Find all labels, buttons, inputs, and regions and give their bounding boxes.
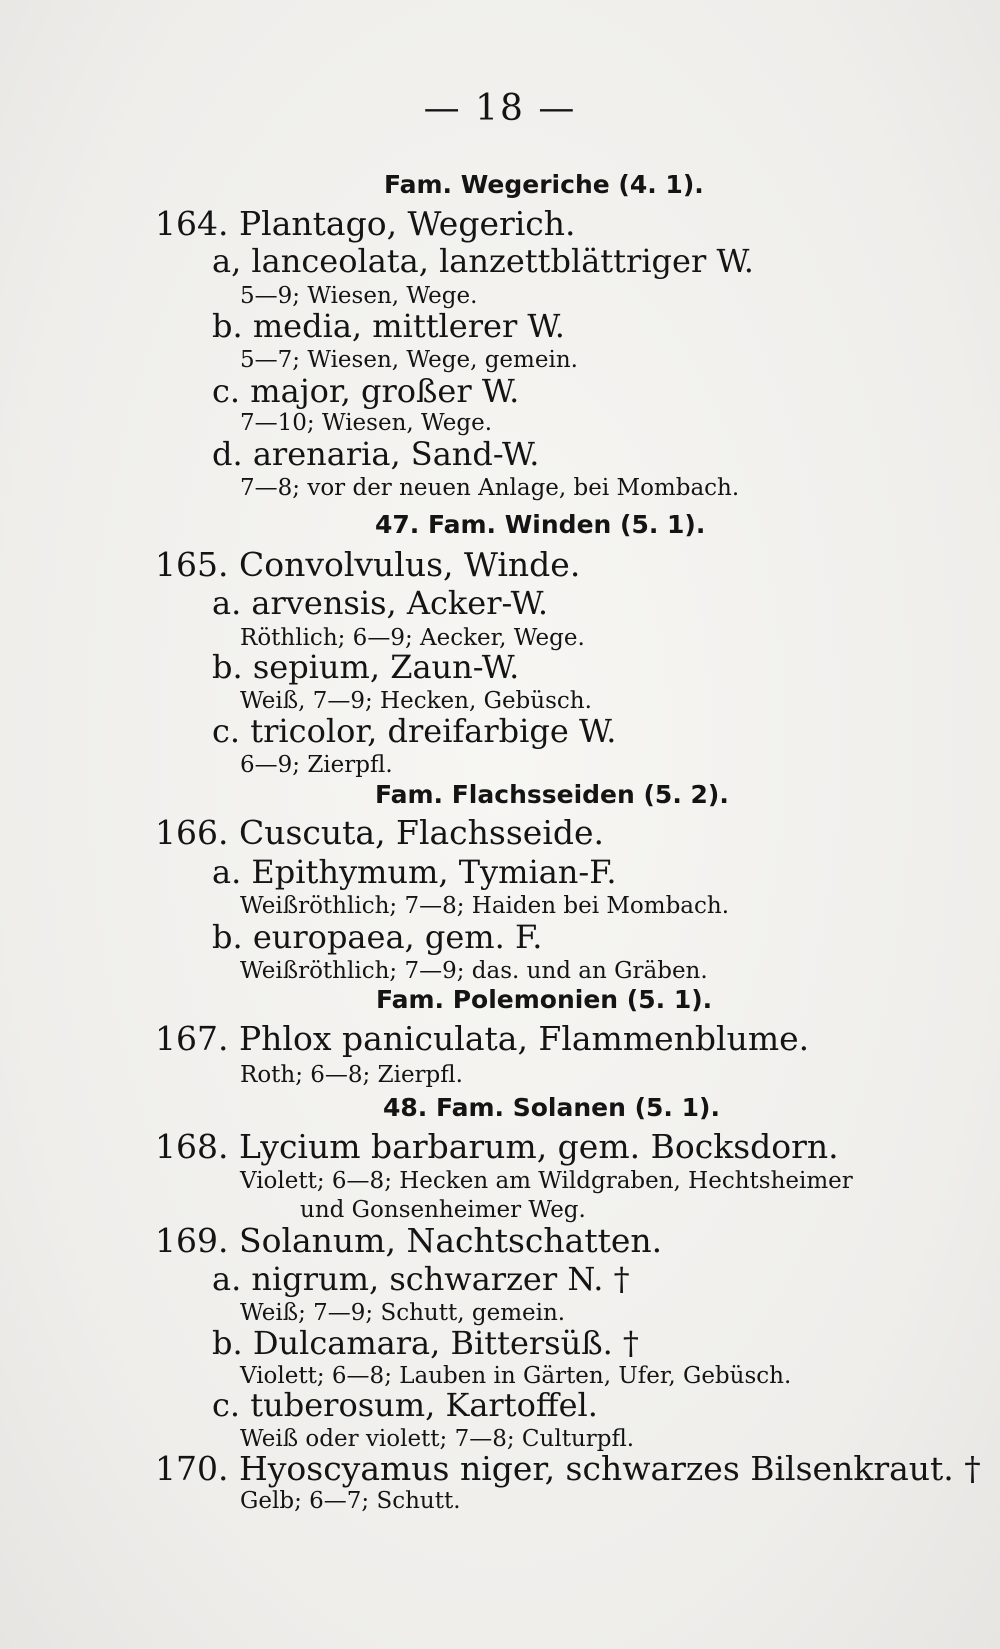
family-heading: Fam. Polemonien (5. 1). xyxy=(376,985,713,1014)
species-entry: 168. Lycium barbarum, gem. Bocksdorn. xyxy=(155,1127,839,1166)
species-entry: 165. Convolvulus, Winde. xyxy=(155,545,581,584)
habitat-note: Weiß; 7—9; Schutt, gemein. xyxy=(240,1300,566,1326)
habitat-note: 6—9; Zierpfl. xyxy=(240,752,393,778)
habitat-note: 7—10; Wiesen, Wege. xyxy=(240,410,493,436)
species-entry: 170. Hyoscyamus niger, schwarzes Bilsenkraut. † xyxy=(155,1449,981,1488)
subspecies-entry: b. media, mittlerer W. xyxy=(212,307,565,345)
habitat-note: Weiß oder violett; 7—8; Culturpfl. xyxy=(240,1426,635,1452)
family-heading: 47. Fam. Winden (5. 1). xyxy=(375,510,706,539)
subspecies-entry: b. sepium, Zaun-W. xyxy=(212,648,520,686)
subspecies-entry: b. europaea, gem. F. xyxy=(212,918,543,956)
habitat-note: Gelb; 6—7; Schutt. xyxy=(240,1488,461,1514)
habitat-note: Weißröthlich; 7—9; das. und an Gräben. xyxy=(240,958,708,984)
habitat-note: 7—8; vor der neuen Anlage, bei Mombach. xyxy=(240,475,740,501)
subspecies-entry: d. arenaria, Sand-W. xyxy=(212,435,540,473)
habitat-note: und Gonsenheimer Weg. xyxy=(300,1197,586,1223)
subspecies-entry: c. tricolor, dreifarbige W. xyxy=(212,712,617,750)
subspecies-entry: a. Epithymum, Tymian-F. xyxy=(212,853,617,891)
habitat-note: Violett; 6—8; Lauben in Gärten, Ufer, Gebüsch. xyxy=(240,1363,792,1389)
family-heading: 48. Fam. Solanen (5. 1). xyxy=(383,1093,720,1122)
family-heading: Fam. Flachsseiden (5. 2). xyxy=(375,780,729,809)
family-heading: Fam. Wegeriche (4. 1). xyxy=(384,170,704,199)
habitat-note: 5—9; Wiesen, Wege. xyxy=(240,283,478,309)
habitat-note: 5—7; Wiesen, Wege, gemein. xyxy=(240,347,578,373)
habitat-note: Violett; 6—8; Hecken am Wildgraben, Hechtsheimer xyxy=(240,1168,853,1194)
subspecies-entry: a, lanceolata, lanzettblättriger W. xyxy=(212,242,754,280)
habitat-note: Röthlich; 6—9; Aecker, Wege. xyxy=(240,625,585,651)
subspecies-entry: a. nigrum, schwarzer N. † xyxy=(212,1260,630,1298)
habitat-note: Roth; 6—8; Zierpfl. xyxy=(240,1062,463,1088)
species-entry: 167. Phlox paniculata, Flammenblume. xyxy=(155,1019,810,1058)
species-entry: 166. Cuscuta, Flachsseide. xyxy=(155,813,605,852)
subspecies-entry: c. major, großer W. xyxy=(212,372,520,410)
subspecies-entry: b. Dulcamara, Bittersüß. † xyxy=(212,1324,639,1362)
habitat-note: Weißröthlich; 7—8; Haiden bei Mombach. xyxy=(240,893,730,919)
subspecies-entry: c. tuberosum, Kartoffel. xyxy=(212,1386,598,1424)
page-number: — 18 — xyxy=(423,88,577,129)
subspecies-entry: a. arvensis, Acker-W. xyxy=(212,584,549,622)
species-entry: 169. Solanum, Nachtschatten. xyxy=(155,1221,663,1260)
species-entry: 164. Plantago, Wegerich. xyxy=(155,204,576,243)
habitat-note: Weiß, 7—9; Hecken, Gebüsch. xyxy=(240,688,592,714)
